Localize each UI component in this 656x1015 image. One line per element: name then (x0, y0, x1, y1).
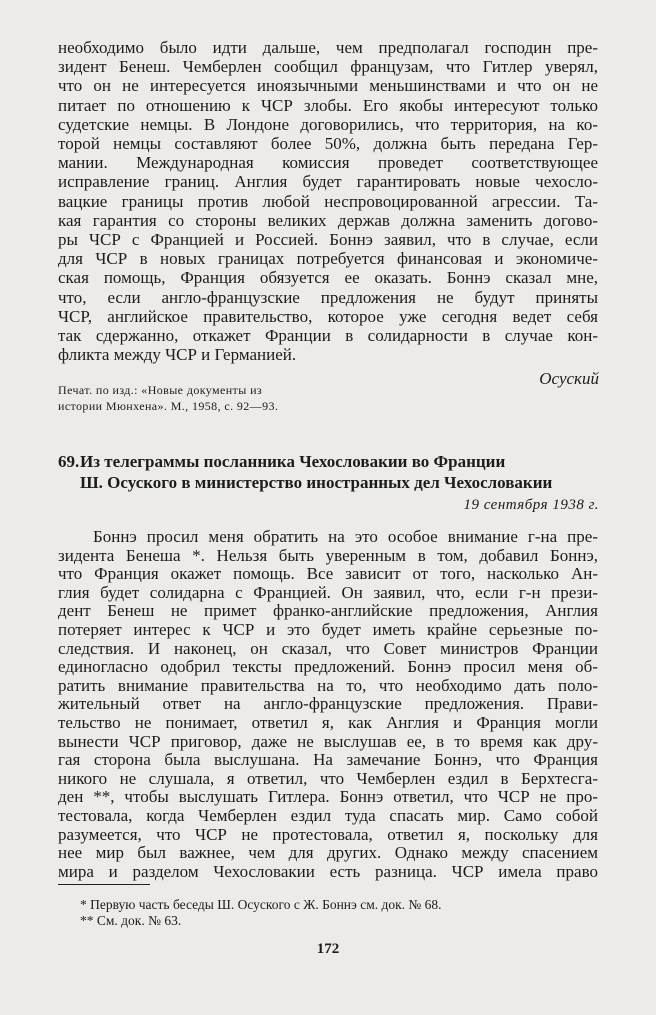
document-heading (58, 451, 598, 472)
text-line: что, если англо-французские предложения не будут приняты (58, 287, 598, 307)
text-line: мира и разделом Чехословакии есть разница. ЧСР имела право (58, 861, 598, 881)
text-line: судетские немцы. В Лондоне договорились, что территория, на ко- (58, 114, 598, 134)
text-line: глия будет солидарна с Францией. Он заявил, что, если г-н прези- (58, 582, 598, 602)
text-line: разумеется, что ЧСР не протестовала, ответил я, поскольку для (58, 824, 598, 844)
text-line: мании. Международная комиссия проведет соответствующее (58, 153, 598, 173)
document-number: 69. (58, 452, 80, 471)
document-title-line: Из телеграммы посланника Чехословакии во Франции (80, 452, 506, 471)
text-line: зидента Бенеша *. Нельзя быть уверенным в том, добавил Боннэ, (58, 545, 598, 565)
signature: Осуский (539, 369, 599, 388)
text-line: питает по отношению к ЧСР злобы. Его якобы интересуют только (58, 95, 598, 115)
text-line: Боннэ просил меня обратить на это особое внимание г-на пре- (93, 527, 598, 546)
text-line: ЧСР, английское правительство, которое уже сегодня ведет себя (58, 306, 598, 326)
text-line: ратить внимание правительства на то, что необходимо дать поло- (58, 675, 598, 695)
text-line: что Франция окажет помощь. Все зависит от того, насколько Ан- (58, 564, 598, 584)
text-line: так сдержанно, откажет Франции в солидарности в случае кон- (58, 326, 598, 345)
source-note-line: истории Мюнхена». М., 1958, с. 92—93. (58, 399, 279, 413)
footnote: * Первую часть беседы Ш. Осуского с Ж. Боннэ см. док. № 68. (80, 897, 442, 912)
text-line: следствия. И наконец, он сказал, что Совет министров Франции (58, 638, 598, 658)
text-line: никого не слушала, я ответил, что Чемберлен ездил в Берхтесга- (58, 768, 598, 788)
text-line: жительный ответ на англо-французские предложения. Прави- (58, 694, 598, 714)
document-date: 19 сентября 1938 г. (463, 497, 599, 513)
text-line: исправление границ. Англия будет гарантировать новые чехосло- (58, 172, 598, 192)
text-line: необходимо было идти дальше, чем предполагал господин пре- (58, 38, 598, 57)
text-line: что он не интересуется иноязычными меньшинствами и что он не (58, 76, 598, 96)
source-note-line: Печат. по изд.: «Новые документы из (58, 383, 263, 397)
text-line: гая сторона была выслушана. На замечание Боннэ, что Франция (58, 750, 598, 770)
document-title-line: Ш. Осуского в министерство иностранных дел Чехословакии (80, 473, 553, 492)
text-line: ская помощь, Франция обязуется ее оказать. Боннэ сказал мне, (58, 268, 598, 288)
text-line: вынести ЧСР приговор, даже не выслушав ее, в то время как дру- (58, 731, 598, 751)
footnote: ** См. док. № 63. (80, 913, 182, 928)
text-line: вацкие границы против любой неспровоцированной агрессии. Та- (58, 191, 598, 211)
text-line: ден **, чтобы выслушать Гитлера. Боннэ ответил, что ЧСР не про- (58, 787, 598, 807)
text-line: ры ЧСР с Францией и Россией. Боннэ заявил, что в случае, если (58, 230, 598, 249)
text-line: дент Бенеш не примет франко-английские предложения, Англия (58, 601, 598, 621)
text-line: для ЧСР в новых границах потребуется финансовая и экономиче- (58, 249, 598, 269)
text-line: зидент Бенеш. Чемберлен сообщил французам, что Гитлер уверял, (58, 57, 598, 77)
text-line: единогласно одобрил тексты предложений. Боннэ просил меня об- (58, 657, 598, 677)
page-number: 172 (316, 941, 340, 957)
text-line: тельство не понимает, ответил я, как Англия и Франция могли (58, 713, 598, 732)
text-line: кая гарантия со стороны великих держав должна заменить догово- (58, 210, 598, 230)
text-line: тестовала, когда Чемберлен ездил туда спасать мир. Само собой (58, 806, 598, 825)
footnote-divider (58, 884, 150, 885)
text-line: фликта между ЧСР и Германией. (58, 345, 297, 365)
text-line: потеряет интерес к ЧСР и это будет иметь крайне серьезные по- (58, 620, 598, 639)
text-line: торой немцы составляют более 50%, должна быть передана Гер- (58, 134, 598, 153)
text-line: нее мир был важнее, чем для других. Однако между спасением (58, 843, 598, 863)
